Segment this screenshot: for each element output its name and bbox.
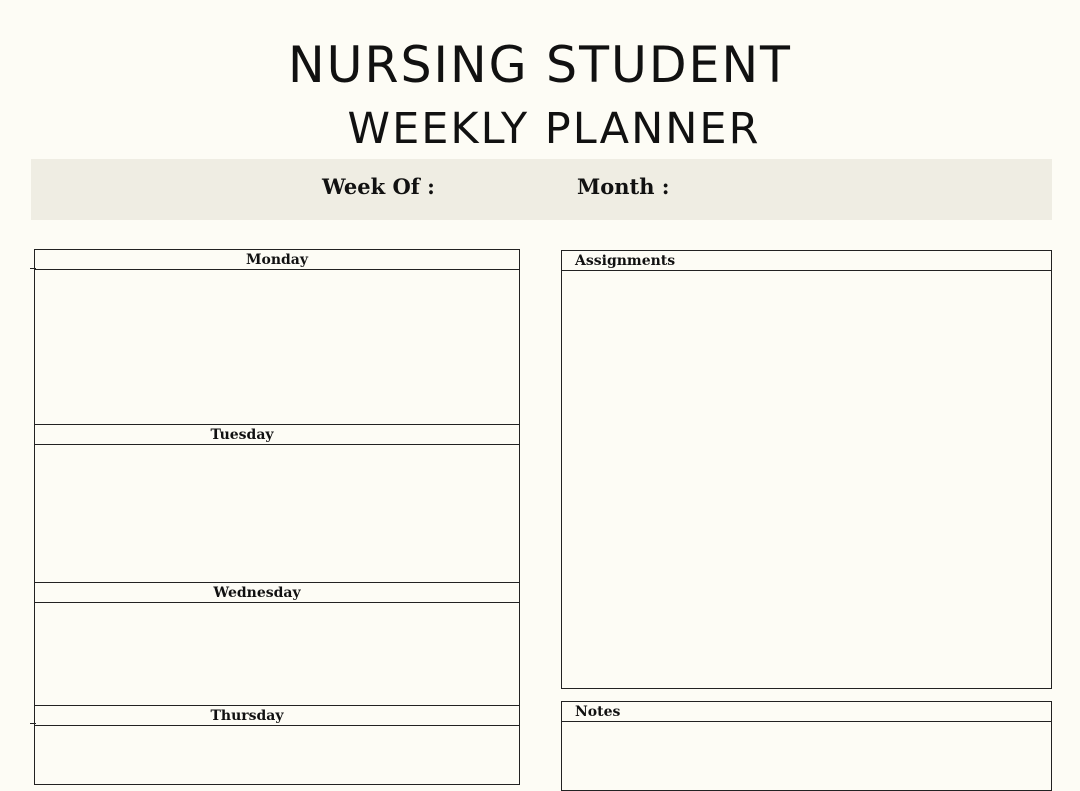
tuesday-box[interactable] xyxy=(34,424,520,583)
wednesday-header: Wednesday xyxy=(35,583,519,603)
planner-subtitle: WEEKLY PLANNER xyxy=(347,104,761,154)
monday-box[interactable] xyxy=(34,249,520,425)
assignments-header: Assignments xyxy=(562,251,1051,271)
divider xyxy=(30,268,36,269)
notes-box[interactable] xyxy=(561,701,1052,791)
divider xyxy=(30,723,36,724)
month-label: Month : xyxy=(577,174,670,199)
week-of-label: Week Of : xyxy=(322,174,435,199)
tuesday-header: Tuesday xyxy=(35,425,519,445)
assignments-box[interactable] xyxy=(561,250,1052,689)
wednesday-box[interactable] xyxy=(34,582,520,706)
monday-header: Monday xyxy=(35,250,519,270)
notes-header: Notes xyxy=(562,702,1051,722)
thursday-box[interactable] xyxy=(34,705,520,785)
thursday-header: Thursday xyxy=(35,706,519,726)
week-month-band xyxy=(31,159,1052,220)
planner-title: NURSING STUDENT xyxy=(288,36,792,94)
